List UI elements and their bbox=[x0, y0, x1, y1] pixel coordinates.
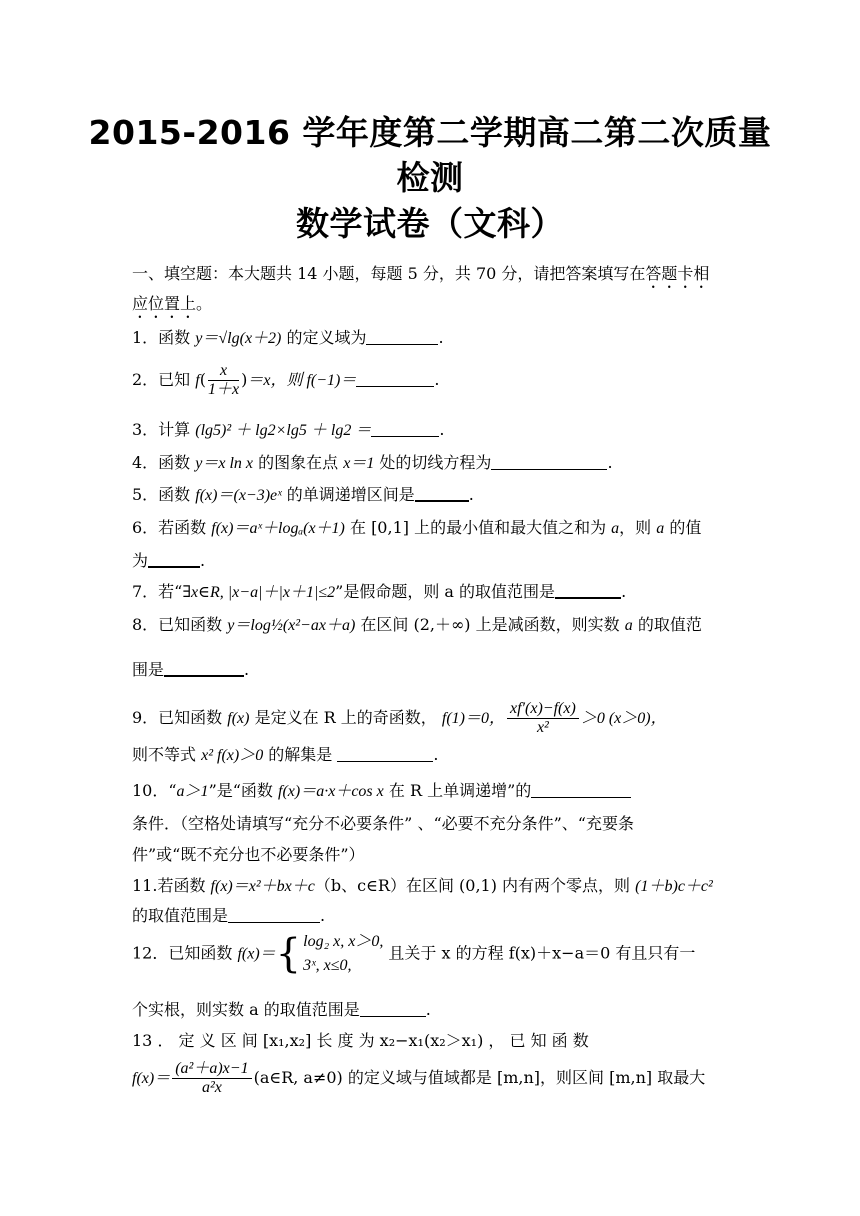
section-intro-line2: 应位置上。 bbox=[132, 294, 213, 313]
question-10-line2: 条件．（空格处请填写“充分不必要条件” 、“必要不充分条件”、“充要条 bbox=[132, 814, 634, 833]
answer-blank bbox=[366, 328, 438, 345]
fraction: $\frac{xf'(x)-f(x)}{\text{x²}}$ bbox=[507, 700, 579, 737]
answer-blank bbox=[555, 581, 621, 599]
question-3: 3．计算 (lg5)² ＋ lg2×lg5 ＋ lg2 ＝ . bbox=[132, 420, 445, 439]
question-11-line2: 的取值范围是 . bbox=[132, 906, 326, 925]
answer-blank bbox=[228, 906, 320, 923]
answer-blank bbox=[164, 659, 244, 677]
question-10-line3: 件”或“既不充分也不必要条件”） bbox=[132, 845, 365, 864]
section-intro: 一、填空题：本大题共 14 小题，每题 5 分，共 70 分，请把答案填写在答题卡相 bbox=[132, 264, 710, 283]
answer-blank bbox=[371, 420, 439, 437]
question-8-line2: 围是 . bbox=[132, 660, 250, 679]
question-11: 11.若函数 f(x)＝x²＋bx＋c（b、c∈R）在区间 (0,1) 内有两个零点，则 (1＋b)c＋c² bbox=[132, 876, 713, 895]
exam-title-line1: 2015-2016 学年度第二学期高二第二次质量 bbox=[88, 113, 772, 152]
question-9-line2: 则不等式 x² f(x)＞0 的解集是 . bbox=[132, 745, 439, 764]
exam-title-line2: 检测 bbox=[396, 158, 464, 197]
question-2: 2．已知 f( $\frac{x}{1+x}$ )＝x，则 f(−1)＝ . bbox=[132, 362, 440, 398]
emphasis-position: 应位置上 bbox=[132, 294, 197, 313]
question-8: 8．已知函数 y＝log½(x²−ax＋a) 在区间 (2,＋∞) 上是减函数，则实数 a 的取值范 bbox=[132, 615, 702, 634]
question-7: 7．若“∃x∈R, |x−a|＋|x＋1|≤2”是假命题，则 a 的取值范围是 . bbox=[132, 582, 627, 601]
question-13-line2: f(x)＝ $\frac{\text{(a²＋a)x−1}}{\text{a²x}}$ (a∈R, a≠0) 的定义域与值域都是 [m,n]，则区间 [m,n] 取最大 bbox=[132, 1060, 706, 1096]
answer-blank bbox=[148, 550, 200, 568]
fraction: $\frac{x}{1+x}$ bbox=[207, 362, 240, 398]
fraction: $\frac{\text{(a²＋a)x−1}}{\text{a²x}}$ bbox=[172, 1060, 251, 1097]
question-6: 6．若函数 f(x)＝aˣ＋logₐ(x＋1) 在 [0,1] 上的最小值和最大值之和为 a，则 a 的值 bbox=[132, 518, 702, 537]
answer-blank bbox=[356, 370, 434, 387]
answer-blank bbox=[491, 453, 607, 470]
emphasis-answer-card: 答题卡相 bbox=[645, 264, 710, 283]
question-4: 4．函数 y＝x ln x 的图象在点 x＝1 处的切线方程为 . bbox=[132, 453, 613, 472]
question-10: 10．“a＞1”是“函数 f(x)＝a·x＋cos x 在 R 上单调递增”的 bbox=[132, 779, 732, 804]
question-9: 9．已知函数 f(x) 是定义在 R 上的奇函数， f(1)＝0， $\frac{xf'(x)-f(x)}{\text{x²}}$ ＞0 (x＞0)， bbox=[132, 700, 667, 736]
question-12-line2: 个实根，则实数 a 的取值范围是 . bbox=[132, 1000, 431, 1019]
exam-subtitle: 数学试卷（文科） bbox=[296, 204, 564, 243]
answer-blank bbox=[415, 484, 469, 502]
question-5: 5．函数 f(x)＝(x−3)eˣ 的单调递增区间是 . bbox=[132, 485, 474, 504]
answer-blank bbox=[531, 781, 631, 798]
question-6-line2: 为 . bbox=[132, 551, 206, 570]
left-brace: { bbox=[275, 931, 302, 977]
question-1: 1．函数 y＝√lg(x＋2) 的定义域为 . bbox=[132, 328, 444, 347]
piecewise-cases: log₂ x, x＞0, 3ˣ, x≤0, bbox=[303, 933, 384, 974]
question-12: 12．已知函数 f(x)＝{ log₂ x, x＞0, 3ˣ, x≤0, 且关于 x 的方程 f(x)＋x−a＝0 有且只有一 bbox=[132, 931, 696, 977]
question-13: 13 ． 定 义 区 间 [x₁,x₂] 长 度 为 x₂−x₁(x₂＞x₁) ， 已 知 函 数 bbox=[132, 1031, 589, 1050]
answer-blank bbox=[337, 745, 433, 762]
answer-blank bbox=[360, 1000, 426, 1017]
